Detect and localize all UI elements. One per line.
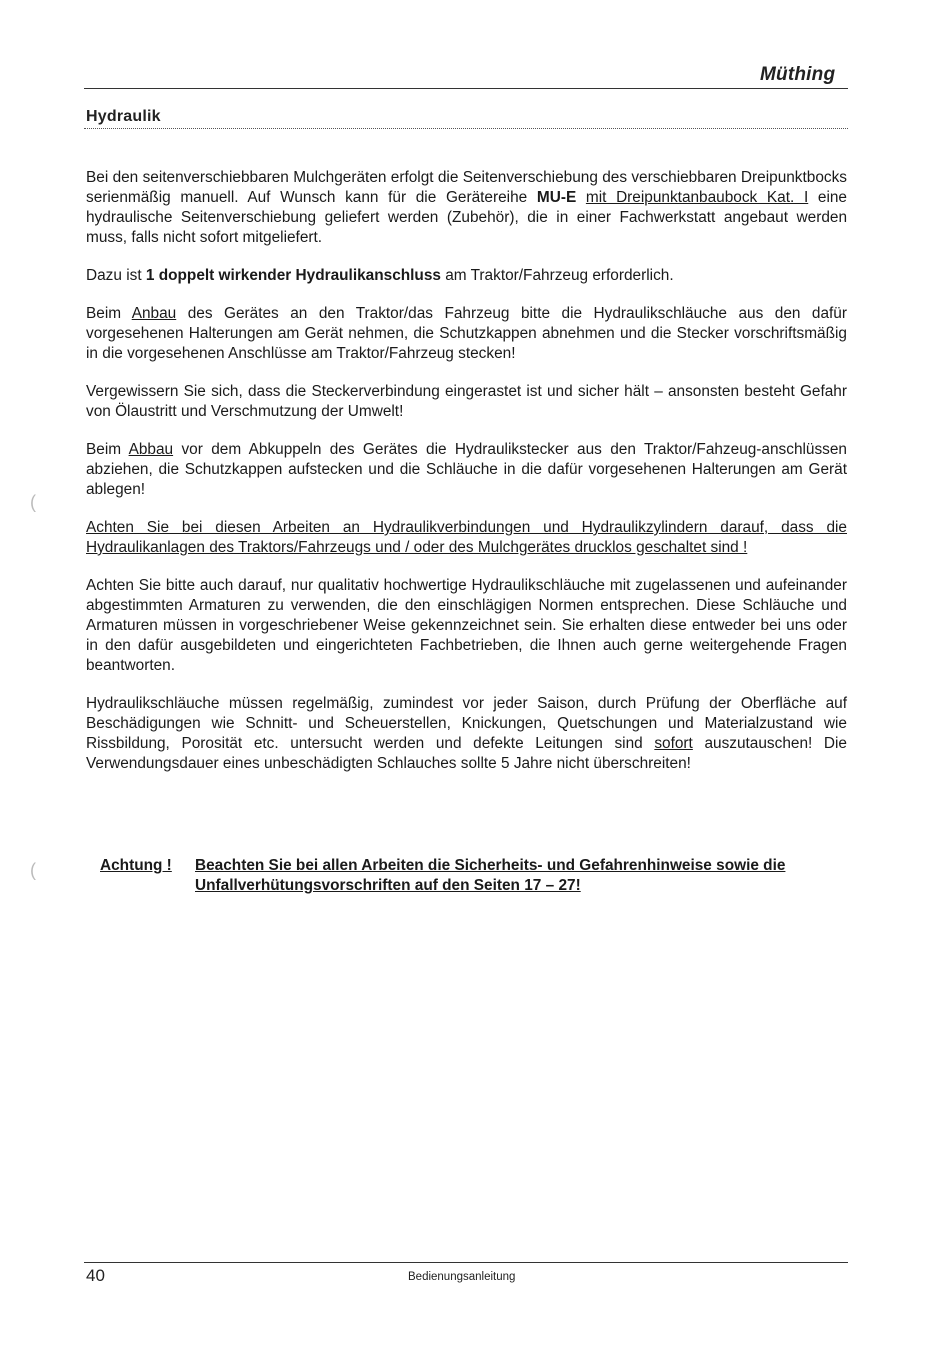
paragraph-8 [86, 694, 847, 774]
paragraph-7: Achten Sie bitte auch darauf, nur qualitativ hochwertige Hydraulikschläuche mit zugelassenen und aufeinander abgestimmten Armaturen zu verwenden, die den einschlägigen Normen entsprechen. Diese Schläuche und Armaturen müssen in vorgeschriebener Weise gekennzeichnet sein. Sie erhalten diese entweder bei uns oder in den dafür ausgebildeten und eingerichteten Fachbetrieben, die Ihnen auch gerne weitergehende Fragen beantworten. [86, 577, 847, 674]
underlined-word: sofort [654, 735, 693, 752]
page-number: 40 [86, 1266, 105, 1285]
warning-label: Achtung ! [100, 857, 172, 874]
paragraph-6-notice: Achten Sie bei diesen Arbeiten an Hydraulikverbindungen und Hydraulikzylindern darauf, dass die Hydraulikanlagen des Traktors/Fahrzeugs und / oder des Mulchgerätes drucklos geschaltet sind ! [86, 519, 847, 556]
paragraph-3 [86, 304, 847, 364]
paragraph-text: Hydraulikschläuche müssen regelmäßig, zumindest vor jeder Saison, durch Prüfung der Oberfläche auf Beschädigungen wie Schnitt- und Scheuerstellen, Knickungen, Quetschungen und Materialzustand wie Rissbildung, Porosität etc. untersucht werden und defekte Leitungen sind [86, 695, 847, 752]
underlined-word: Anbau [131, 305, 177, 322]
paragraph-text: vor dem Abkuppeln des Gerätes die Hydraulikstecker aus den Traktor/Fahzeug-anschlüssen abziehen, die Schutzkappen aufstecken und die Schläuche in die dafür vorgesehenen Halterungen am Gerät ablegen! [86, 441, 847, 498]
paragraph-text: Dazu ist [86, 267, 146, 284]
document-body [86, 168, 847, 792]
paragraph-text: auszutauschen! Die Verwendungsdauer eines unbeschädigten Schlauches sollte 5 Jahre nicht überschreiten! [86, 735, 847, 772]
paragraph-text: Beim [86, 441, 129, 458]
model-series: MU-E [536, 189, 577, 206]
section-title: Hydraulik [86, 108, 161, 125]
underlined-word: Abbau [128, 441, 174, 458]
section-title-rule [84, 128, 848, 129]
punch-hole-mark: ( [30, 492, 36, 512]
brand-logo: Müthing [760, 64, 836, 85]
header-rule [84, 88, 848, 89]
paragraph-text: am Traktor/Fahrzeug erforderlich. [440, 267, 674, 284]
punch-hole-mark: ( [30, 860, 36, 880]
paragraph-text [576, 189, 586, 206]
paragraph-text: Beim [86, 305, 132, 322]
paragraph-2 [86, 266, 847, 286]
paragraph-text: eine hydraulische Seitenverschiebung geliefert werden (Zubehör), die in einer Fachwerkstatt angebaut werden muss, falls nicht sofort mitgeliefert. [86, 189, 847, 246]
bold-phrase: 1 doppelt wirkender Hydraulikanschluss [145, 267, 441, 284]
paragraph-1 [86, 168, 847, 248]
paragraph-4: Vergewissern Sie sich, dass die Steckerverbindung eingerastet ist und sicher hält – ansonsten besteht Gefahr von Ölaustritt und Verschmutzung der Umwelt! [86, 383, 847, 420]
paragraph-text: des Gerätes an den Traktor/das Fahrzeug bitte die Hydraulikschläuche aus den dafür vorgesehenen Halterungen am Gerät nehmen, die Schutzkappen abnehmen und die Stecker vorschriftsmäßig in die vorgesehenen Anschlüsse am Traktor/Fahrzeug stecken! [86, 305, 847, 362]
footer-rule [84, 1262, 848, 1263]
paragraph-5 [86, 440, 847, 500]
paragraph-text: Bei den seitenverschiebbaren Mulchgeräten erfolgt die Seitenverschiebung des verschiebbaren Dreipunktbocks serienmäßig manuell. Auf Wunsch kann für die Gerätereihe [86, 169, 847, 206]
underlined-phrase: mit Dreipunktanbaubock Kat. I [585, 189, 809, 206]
footer-doc-title: Bedienungsanleitung [408, 1271, 516, 1283]
warning-text: Beachten Sie bei allen Arbeiten die Sicherheits- und Gefahrenhinweise sowie die Unfallverhütungsvorschriften auf den Seiten 17 – 27! [195, 857, 786, 894]
